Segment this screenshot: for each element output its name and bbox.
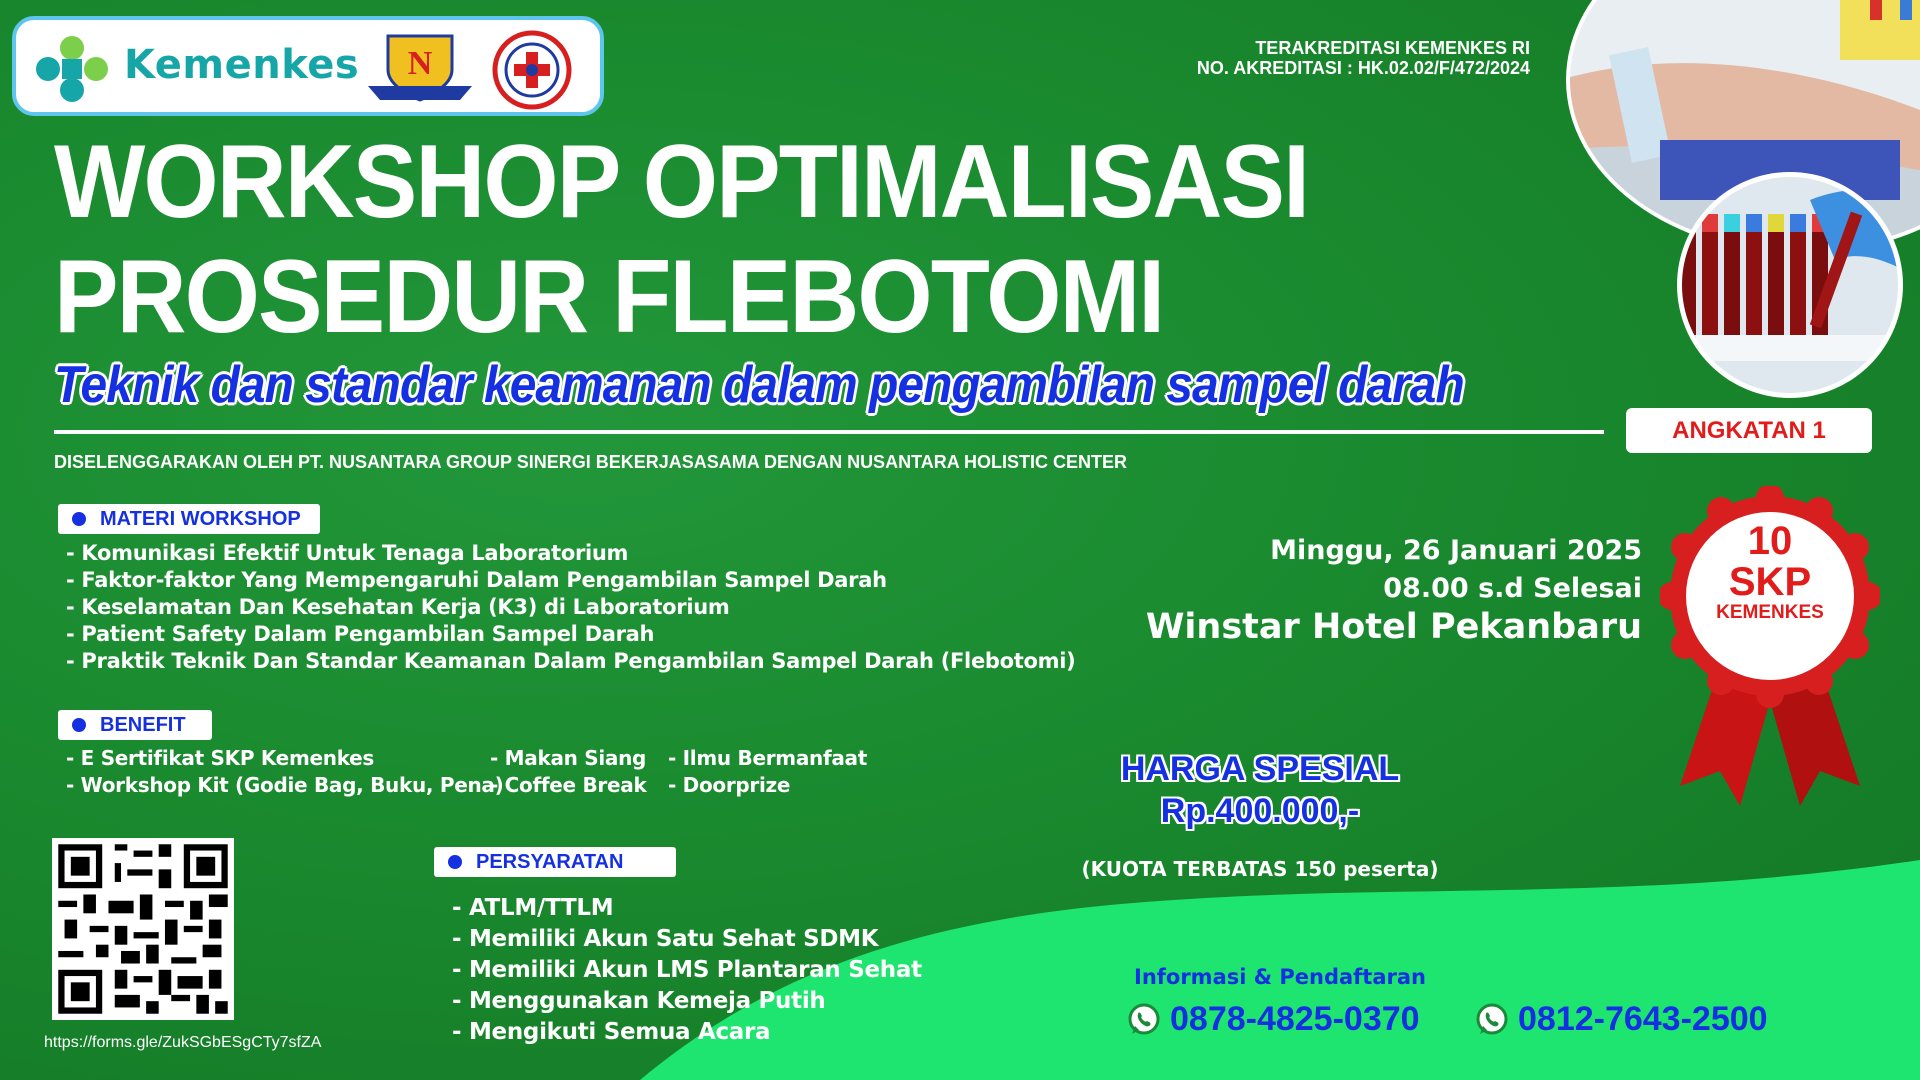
benefit-col1 bbox=[66, 745, 503, 799]
skp-org: KEMENKES bbox=[1716, 602, 1824, 623]
organizer-text: DISELENGGARAKAN OLEH PT. NUSANTARA GROUP SINERGI BEKERJASASAMA DENGAN NUSANTARA HOLISTIC CENTER bbox=[54, 452, 1128, 472]
kemenkes-logo-icon bbox=[34, 34, 110, 104]
list-item: - Praktik Teknik Dan Standar Keamanan Dalam Pengambilan Sampel Darah (Flebotomi) bbox=[66, 649, 1076, 673]
logo-bar bbox=[12, 16, 604, 116]
event-time: 08.00 s.d Selesai bbox=[1383, 573, 1642, 604]
contact-label: Informasi & Pendaftaran bbox=[1134, 965, 1426, 989]
accreditation-info bbox=[1197, 38, 1530, 78]
list-item: - ATLM/TTLM bbox=[452, 895, 614, 921]
list-item: - Patient Safety Dalam Pengambilan Sampel Darah bbox=[66, 622, 655, 646]
skp-unit: SKP bbox=[1728, 560, 1812, 604]
list-item: - Menggunakan Kemeja Putih bbox=[452, 988, 826, 1014]
phone-number-2: 0812-7643-2500 bbox=[1518, 1000, 1768, 1038]
materi-label bbox=[58, 504, 320, 534]
skp-number: 10 bbox=[1747, 519, 1793, 563]
list-item: - Keselamatan Dan Kesehatan Kerja (K3) di Laboratorium bbox=[66, 595, 730, 619]
svg-text:N: N bbox=[407, 45, 433, 82]
benefit-col3 bbox=[668, 745, 867, 799]
list-item: - Memiliki Akun LMS Plantaran Sehat bbox=[452, 957, 922, 983]
whatsapp-icon bbox=[1126, 1002, 1162, 1038]
title-line1: WORKSHOP OPTIMALISASI bbox=[54, 124, 1309, 240]
persyaratan-label-text: PERSYARATAN bbox=[476, 850, 624, 873]
qr-code-icon[interactable] bbox=[52, 838, 234, 1020]
title-line2: PROSEDUR FLEBOTOMI bbox=[54, 239, 1164, 355]
accreditation-number: NO. AKREDITASI : HK.02.02/F/472/2024 bbox=[1196, 58, 1530, 78]
persyaratan-label bbox=[434, 847, 676, 877]
materi-label-text: MATERI WORKSHOP bbox=[100, 507, 301, 530]
price-label: HARGA SPESIAL bbox=[1120, 750, 1400, 788]
nusantara-group-logo-icon bbox=[368, 30, 472, 106]
benefit-col2 bbox=[490, 745, 646, 799]
subtitle: Teknik dan standar keamanan dalam pengambilan sampel darah bbox=[54, 356, 1464, 414]
benefit-label bbox=[58, 710, 212, 740]
form-url[interactable]: https://forms.gle/ZukSGbESgCTy7sfZA bbox=[44, 1034, 322, 1051]
list-item: - Makan Siang bbox=[490, 746, 647, 770]
quota-text: (KUOTA TERBATAS 150 peserta) bbox=[1081, 857, 1439, 881]
event-date: Minggu, 26 Januari 2025 bbox=[1270, 535, 1642, 566]
phone-link-2[interactable] bbox=[1474, 1000, 1768, 1039]
benefit-label-text: BENEFIT bbox=[100, 713, 186, 736]
list-item: - Doorprize bbox=[668, 773, 791, 797]
skp-badge-text bbox=[1690, 520, 1850, 624]
bullet-icon bbox=[72, 512, 86, 526]
list-item: - Faktor-faktor Yang Mempengaruhi Dalam Pengambilan Sampel Darah bbox=[66, 568, 887, 592]
kemenkes-brand: Kemenkes bbox=[124, 42, 360, 88]
nusantara-holistic-center-logo-icon bbox=[492, 30, 572, 110]
bullet-icon bbox=[448, 855, 462, 869]
materi-list bbox=[66, 540, 1075, 675]
phone-link-1[interactable] bbox=[1126, 1000, 1420, 1039]
list-item: - Coffee Break bbox=[490, 773, 647, 797]
list-item: - E Sertifikat SKP Kemenkes bbox=[66, 746, 375, 770]
list-item: - Mengikuti Semua Acara bbox=[452, 1019, 771, 1045]
whatsapp-icon bbox=[1474, 1002, 1510, 1038]
blood-tubes-photo bbox=[1660, 170, 1920, 400]
event-venue: Winstar Hotel Pekanbaru bbox=[1145, 607, 1642, 647]
angkatan-badge: ANGKATAN 1 bbox=[1626, 408, 1872, 453]
persyaratan-list bbox=[452, 893, 922, 1048]
accreditation-line1: TERAKREDITASI KEMENKES RI bbox=[1255, 38, 1530, 58]
list-item: - Ilmu Bermanfaat bbox=[668, 746, 868, 770]
phone-number-1: 0878-4825-0370 bbox=[1170, 1000, 1420, 1038]
divider bbox=[54, 430, 1604, 434]
list-item: - Memiliki Akun Satu Sehat SDMK bbox=[452, 926, 879, 952]
list-item: - Komunikasi Efektif Untuk Tenaga Laboratorium bbox=[66, 541, 629, 565]
list-item: - Workshop Kit (Godie Bag, Buku, Pena) bbox=[66, 773, 504, 797]
price-amount: Rp.400.000,- bbox=[1160, 792, 1360, 830]
bullet-icon bbox=[72, 718, 86, 732]
